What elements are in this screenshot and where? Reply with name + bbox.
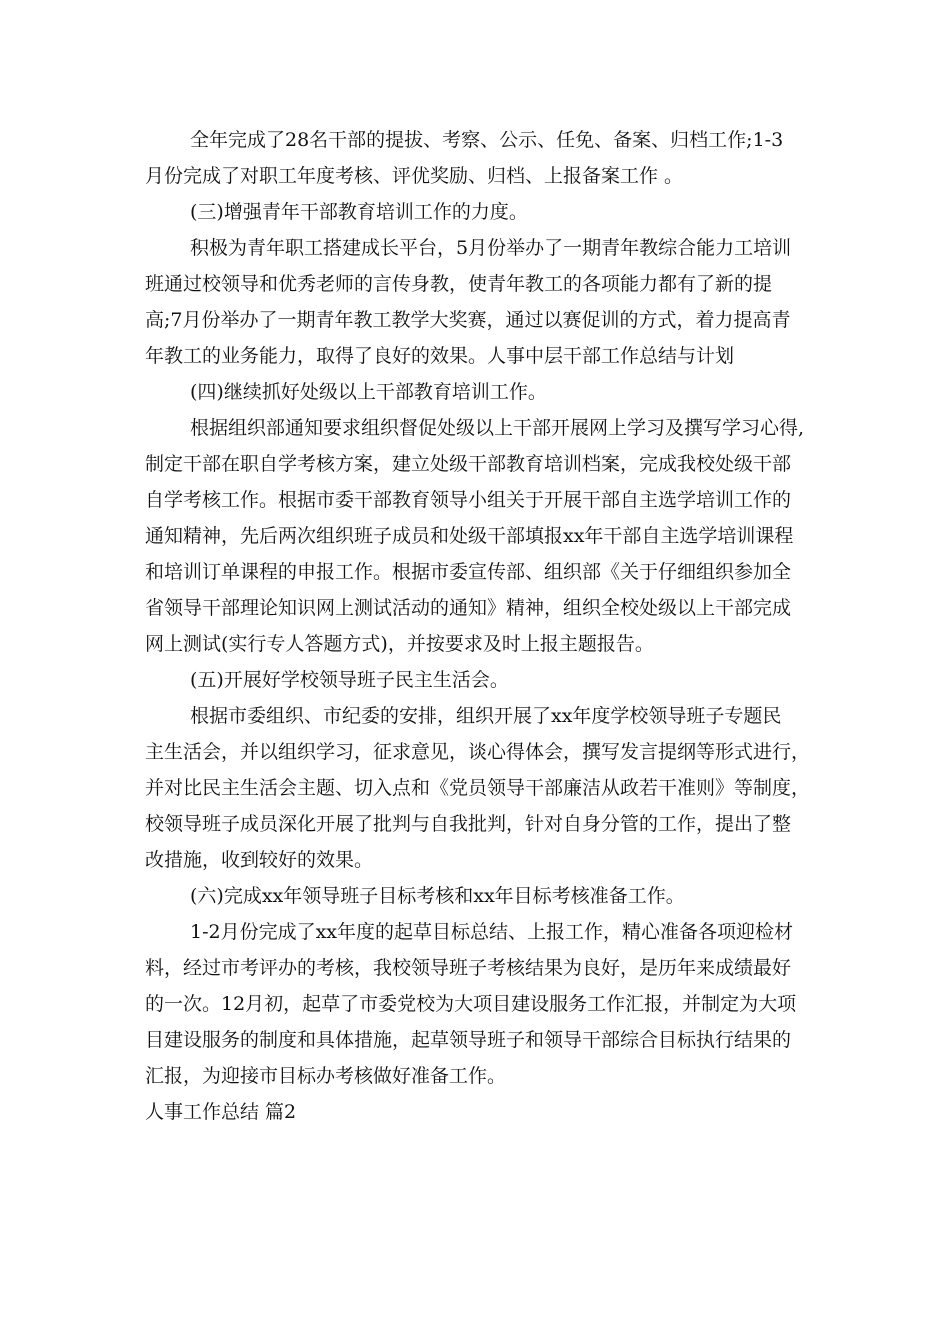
document-page: 全年完成了28名干部的提拔、考察、公示、任免、备案、归档工作;1-3 月份完成了对职工年度考核、评优奖励、归档、上报备案工作 。 (三)增强青年干部教育培训工作的力度。 积极为青年职工搭建成长平台，5月份举办了一期青年教综合能力工培训 班通过校领导和优秀老师的言传身教，使青年教工的各项能力都有了新的提 高;7月份举办了一期青年教工教学大奖赛，通过以赛促训的方式，着力提高青 年教工的业务能力，取得了良好的效果。人事中层干部工作总结与计划 (四)继续抓好处级以上干部教育培训工作。 根据组织部通知要求组织督促处级以上干部开展网上学习及撰写学习心得, 制定干部在职自学考核方案，建立处级干部教育培训档案，完成我校处级干部 自学考核工作。根据市委干部教育领导小组关于开展干部自主选学培训工作的 通知精神，先后两次组织班子成员和处级干部填报xx年干部自主选学培训课程 和培训订单课程的申报工作。根据市委宣传部、组织部《关于仔细组织参加全 省领导干部理论知识网上测试活动的通知》精神，组织全校处级以上干部完成 网上测试(实行专人答题方式)，并按要求及时上报主题报告。 (五)开展好学校领导班子民主生活会。 根据市委组织、市纪委的安排，组织开展了xx年度学校领导班子专题民 主生活会，并以组织学习，征求意见，谈心得体会，撰写发言提纲等形式进行， 并对比民主生活会主题、切入点和《党员领导干部廉洁从政若干准则》等制度， 校领导班子成员深化开展了批判与自我批判，针对自身分管的工作，提出了整 改措施，收到较好的效果。 (六)完成xx年领导班子目标考核和xx年目标考核准备工作。 1-2月份完成了xx年度的起草目标总结、上报工作，精心准备各项迎检材 料，经过市考评办的考核，我校领导班子考核结果为良好，是历年来成绩最好 的一次。12月初，起草了市委党校为大项目建设服务工作汇报，并制定为大项 目建设服务的制度和具体措施，起草领导班子和领导干部综合目标执行结果的 汇报，为迎接市目标办考核做好准备工作。 人事工作总结 篇2: [145, 129, 811, 1123]
